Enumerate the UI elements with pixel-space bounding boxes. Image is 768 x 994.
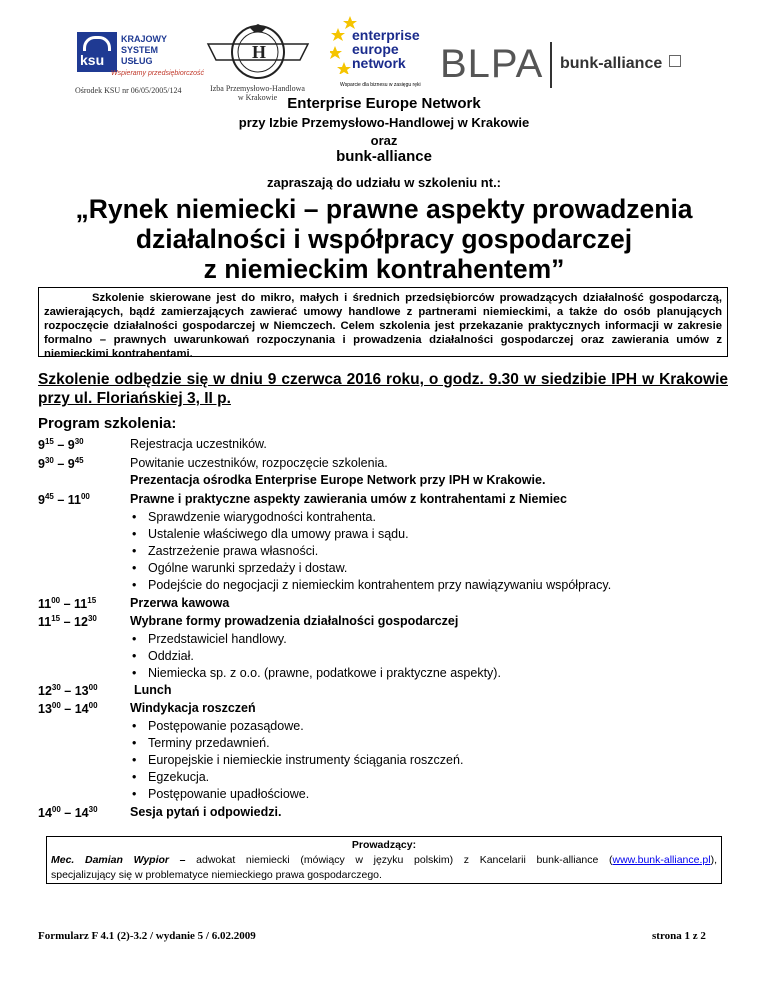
ksu-line-1: KRAJOWY (121, 34, 168, 44)
presenter-line-1 (51, 853, 717, 868)
list-item: • Niemiecka sp. z o.o. (prawne, podatkowe i praktyczne aspekty). (130, 666, 501, 680)
svg-text:H: H (252, 42, 267, 62)
presenter-line-2: specjalizujący się w problematyce niemieckiego prawa gospodarczego. (51, 869, 382, 881)
ksu-script: Wspieramy przedsiębiorczość (111, 70, 204, 77)
title-line-2: działalności i współpracy gospodarczej (135, 224, 633, 254)
ksu-abbr: ksu (80, 52, 105, 68)
session-een-presentation: Prezentacja ośrodka Enterprise Europe Network przy IPH w Krakowie. (130, 473, 546, 487)
and-word: oraz (370, 133, 398, 148)
blpa-logo (440, 42, 555, 92)
een-line-3: network (352, 55, 406, 71)
bunk-logo (560, 55, 700, 85)
ksu-line-3: USŁUG (121, 56, 153, 66)
org-name: Enterprise Europe Network (287, 95, 481, 112)
time-slot-5: $11^{15} - 12^{30}$ (38, 614, 97, 630)
time-slot-4: $11^{00} - 11^{15}$ (38, 596, 97, 612)
session-registration: Rejestracja uczestników. (130, 437, 267, 451)
bunk-alliance-link[interactable]: www.bunk-alliance.pl (612, 854, 711, 866)
org-sub: przy Izbie Przemysłowo-Handlowej w Krakowie (238, 115, 530, 130)
blpa-text: BLPA (440, 42, 544, 86)
time-slot-2: $9^{30} - 9^{45}$ (38, 456, 84, 472)
list-item: • Zastrzeżenie prawa własności. (130, 544, 318, 558)
title-line-1: „Rynek niemiecki – prawne aspekty prowadzenia (75, 194, 693, 224)
list-item: • Terminy przedawnień. (130, 736, 270, 750)
list-item: • Ogólne warunki sprzedaży i dostaw. (130, 561, 347, 575)
list-item: • Postępowanie pozasądowe. (130, 719, 304, 733)
een-tagline: Wsparcie dla biznesu w zasięgu ręki (340, 82, 421, 88)
list-item: • Podejście do negocjacji z niemieckim kontrahentem przy nawiązywaniu współpracy. (130, 578, 611, 592)
training-title (0, 194, 768, 284)
iph-name-1: Izba Przemysłowo-Handlowa (210, 84, 305, 93)
ksu-line-2: SYSTEM (121, 45, 159, 55)
presenter-name: Mec. Damian Wypior – (51, 854, 186, 866)
session-coffee-break: Przerwa kawowa (130, 596, 230, 610)
time-slot-6: $12^{30} - 13^{00}$ (38, 683, 98, 699)
invite-text: zapraszają do udziału w szkoleniu nt.: (266, 175, 502, 190)
bunk-squares-icon (669, 55, 681, 67)
session-business-forms: Wybrane formy prowadzenia działalności gospodarczej (130, 614, 459, 628)
partner-name: bunk-alliance (336, 148, 432, 165)
form-number: Formularz F 4.1 (2)-3.2 / wydanie 5 / 6.02.2009 (38, 930, 256, 942)
list-item: • Oddział. (130, 649, 194, 663)
session-qa: Sesja pytań i odpowiedzi. (130, 805, 282, 819)
ksu-logo (75, 22, 204, 102)
ksu-emblem (77, 32, 117, 72)
time-slot-7: $13^{00} - 14^{00}$ (38, 701, 98, 717)
date-location: Szkolenie odbędzie się w dniu 9 czerwca 2016 roku, o godz. 9.30 w siedzibie IPH w Krakowie przy ul. Floriańskiej 3, II p. (38, 371, 728, 407)
iph-logo (200, 24, 315, 102)
list-item: • Egzekucja. (130, 770, 209, 784)
een-logo (330, 14, 435, 94)
list-item: • Europejskie i niemieckie instrumenty ściągania roszczeń. (130, 753, 463, 767)
intro-box: Szkolenie skierowane jest do mikro, małych i średnich przedsiębiorców prowadzących działalność gospodarczą, zawierających, bądź zamierzających zawierać umowy handlowe z partnerami niemieckimi, a także do osób planujących rozpoczęcie działalności gospodarczej w Niemczech. Celem szkolenia jest przekazanie praktycznych informacji w zakresie formalno – prawnych uwarunkowań rozpoczynania i prowadzenia działalności gospodarczej oraz zawierania umów z niemieckimi kontrahentami. (38, 287, 728, 357)
list-item: • Postępowanie upadłościowe. (130, 787, 309, 801)
title-line-3: z niemieckim kontrahentem” (203, 254, 565, 284)
een-line-2: europe (352, 41, 399, 57)
logo-divider (550, 42, 552, 88)
session-contracts: Prawne i praktyczne aspekty zawierania umów z kontrahentami z Niemiec (130, 492, 567, 506)
iph-name-2: w Krakowie (237, 93, 278, 102)
presenter-box (46, 836, 722, 884)
list-item: • Sprawdzenie wiarygodności kontrahenta. (130, 510, 376, 524)
session-welcome: Powitanie uczestników, rozpoczęcie szkolenia. (130, 456, 388, 470)
een-line-1: enterprise (352, 27, 420, 43)
time-slot-8: $14^{00} - 14^{30}$ (38, 805, 98, 821)
session-lunch: Lunch (134, 683, 172, 697)
presenter-desc: adwokat niemiecki (mówiący w języku polskim) z Kancelarii bunk-alliance ( (185, 854, 613, 866)
iph-crest-icon (200, 24, 315, 82)
list-item: • Ustalenie właściwego dla umowy prawa i sądu. (130, 527, 409, 541)
presenter-heading: Prowadzący: (351, 839, 417, 851)
list-item: • Przedstawiciel handlowy. (130, 632, 287, 646)
bunk-text: bunk-alliance (560, 55, 663, 72)
session-debt-collection: Windykacja roszczeń (130, 701, 256, 715)
time-slot-1: $9^{15} - 9^{30}$ (38, 437, 84, 453)
program-title: Program szkolenia: (38, 415, 177, 432)
page-number: strona 1 z 2 (652, 930, 706, 942)
ksu-note: Ośrodek KSU nr 06/05/2005/124 (75, 86, 182, 95)
presenter-desc-end: ), (710, 854, 717, 866)
time-slot-3: $9^{45} - 11^{00}$ (38, 492, 90, 508)
